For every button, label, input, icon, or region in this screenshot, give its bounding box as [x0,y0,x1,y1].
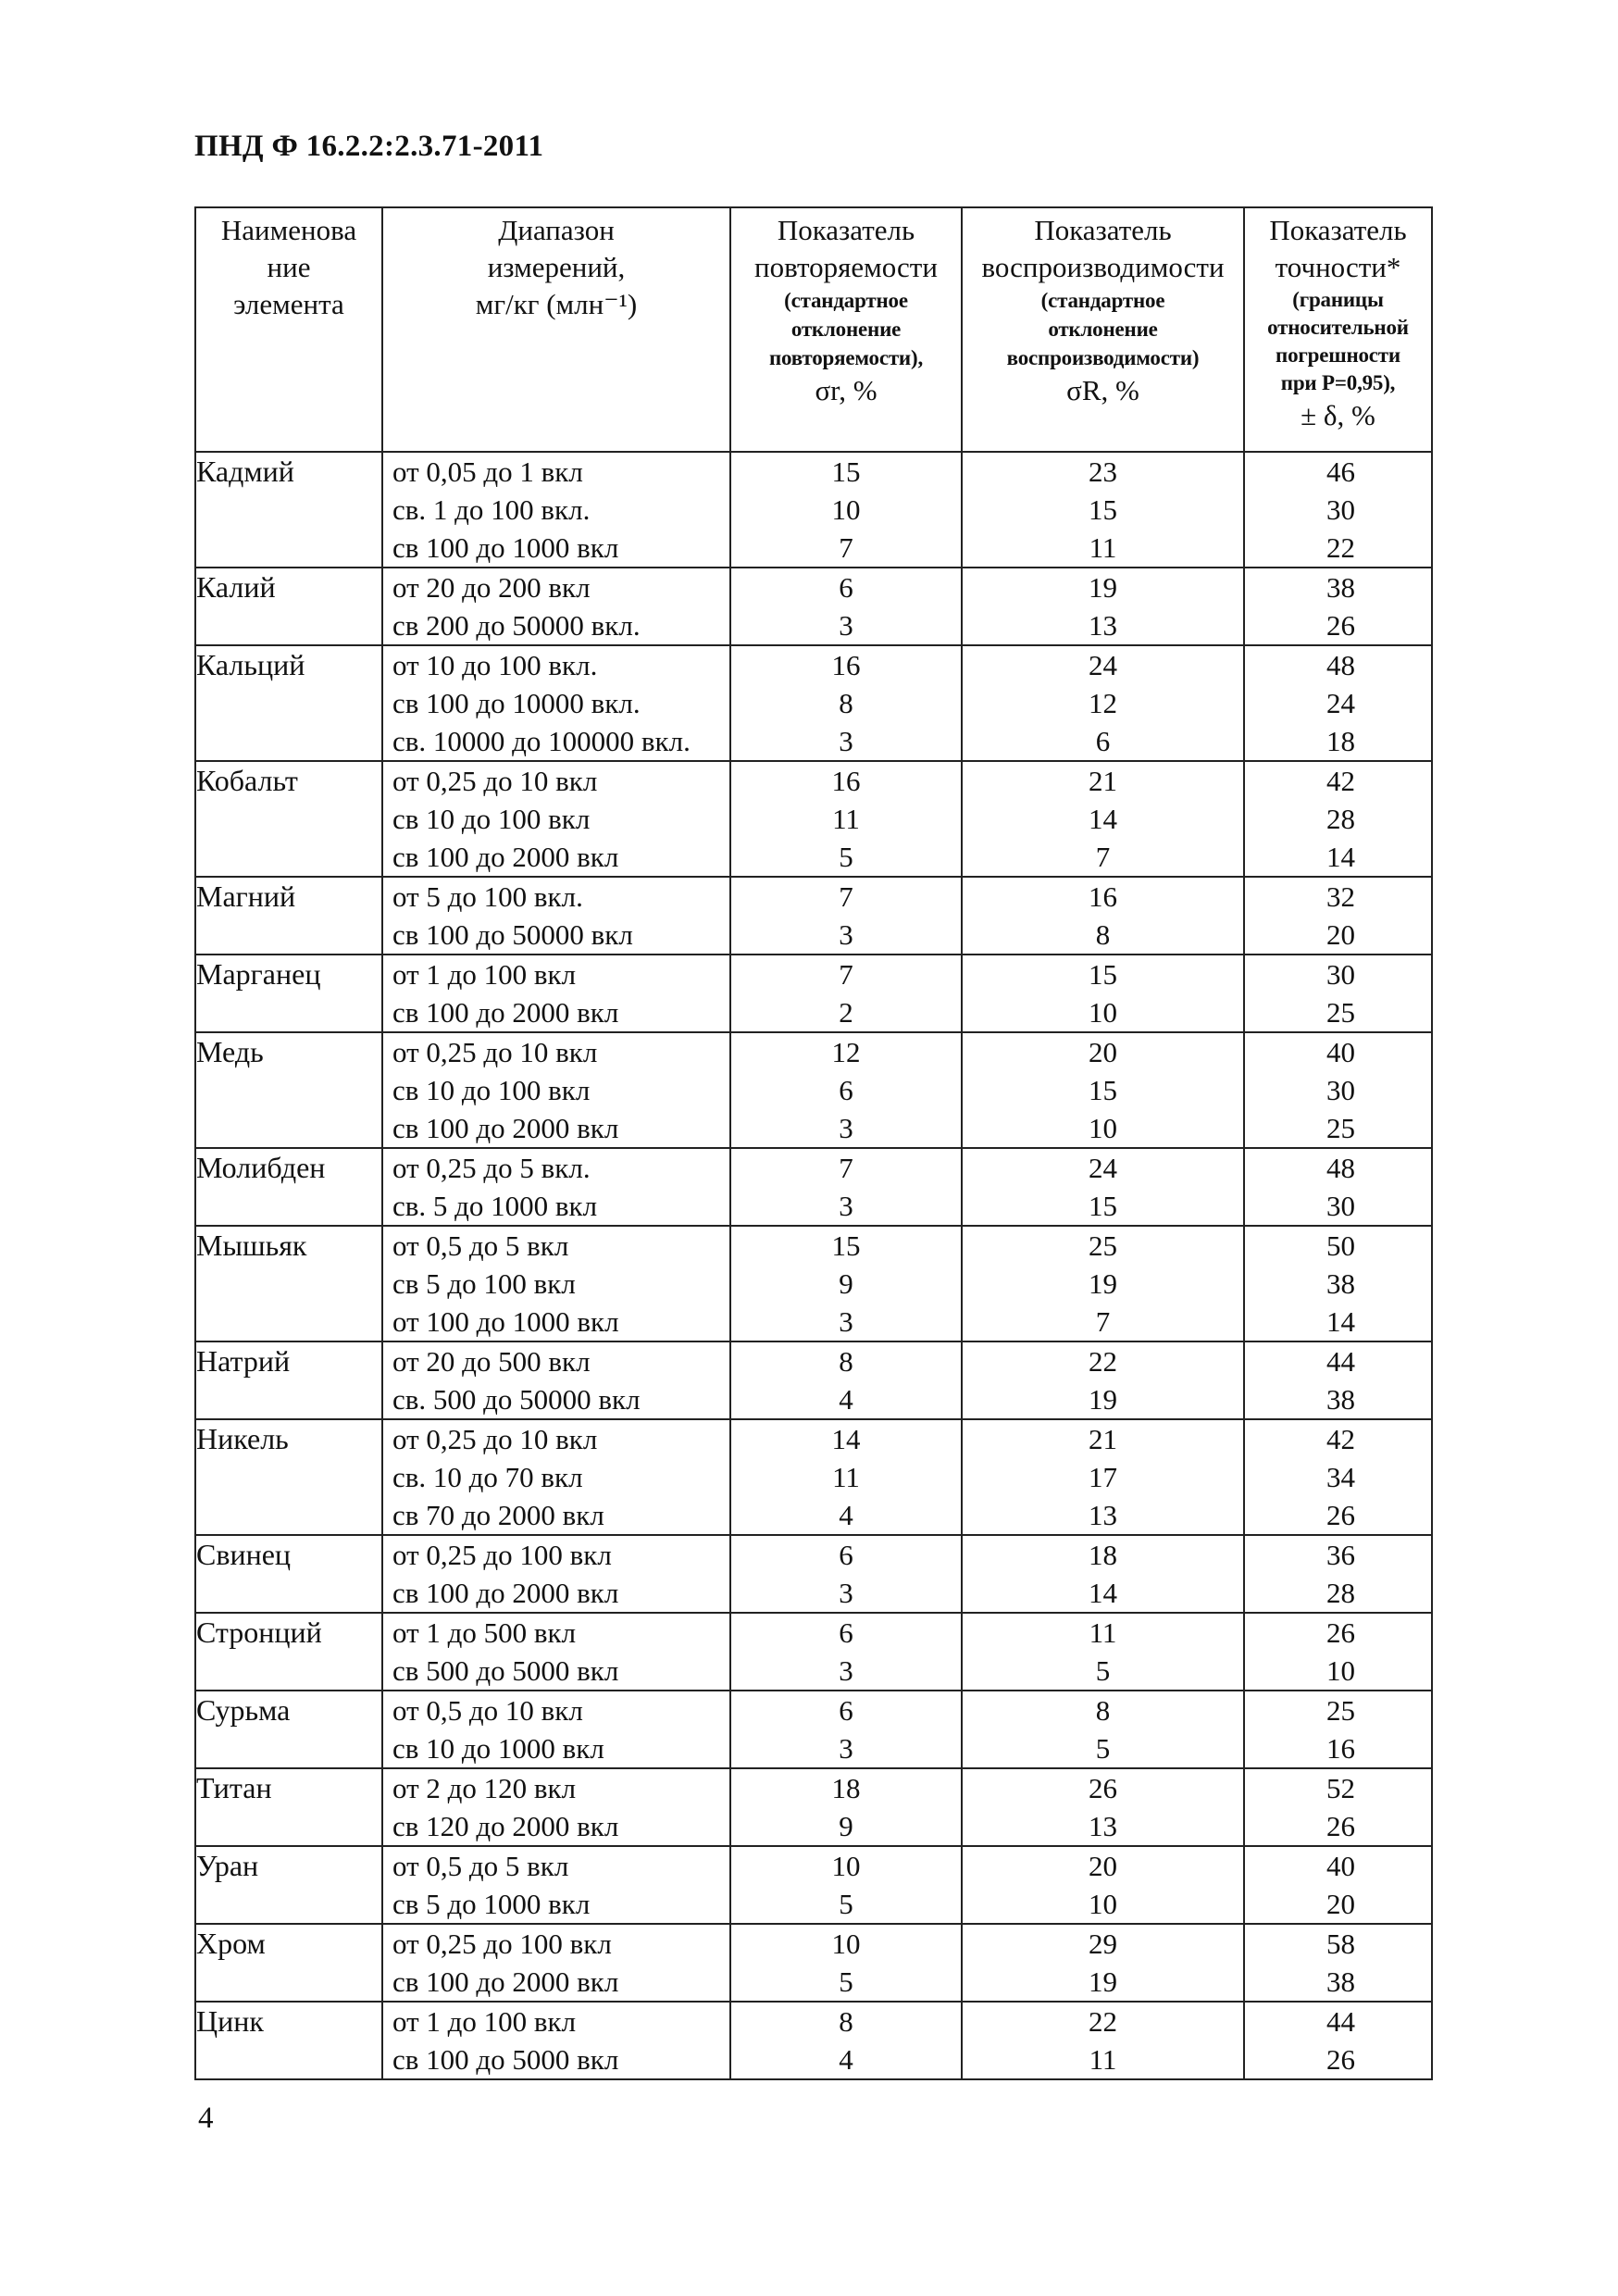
repeatability-value: 6 [839,1539,853,1571]
repeatability-value: 16 [831,649,861,681]
repeatability-value: 3 [839,1654,853,1687]
repeatability-cell [730,1226,962,1341]
accuracy-cell [1244,1032,1432,1148]
repeatability-value: 3 [839,1112,853,1144]
range-value: св 100 до 2000 вкл [392,1577,619,1609]
range-value: от 0,5 до 5 вкл [392,1229,569,1262]
element-name-cell: Медь [195,1032,382,1148]
range-value: от 0,05 до 1 вкл [392,455,583,488]
accuracy-value: 40 [1326,1036,1355,1068]
accuracy-value: 25 [1326,996,1355,1029]
accuracy-value: 20 [1326,1888,1355,1920]
accuracy-value: 38 [1326,1965,1355,1998]
repeatability-cell [730,1032,962,1148]
accuracy-value: 26 [1326,1499,1355,1531]
accuracy-cell [1244,1846,1432,1924]
accuracy-value: 30 [1326,958,1355,991]
range-value: св 5 до 1000 вкл [392,1888,591,1920]
repeatability-value: 16 [831,765,861,797]
reproducibility-cell [962,1613,1244,1691]
accuracy-value: 28 [1326,1577,1355,1609]
table-row [195,1032,1432,1148]
accuracy-value: 48 [1326,1152,1355,1184]
element-name-cell: Уран [195,1846,382,1924]
reproducibility-value: 29 [1089,1928,1117,1960]
range-cell [382,1148,730,1226]
range-value: от 20 до 200 вкл [392,571,591,604]
reproducibility-value: 11 [1089,2043,1117,2076]
reproducibility-value: 24 [1089,1152,1117,1184]
reproducibility-cell [962,1341,1244,1419]
accuracy-value: 26 [1326,609,1355,642]
table-row [195,1613,1432,1691]
accuracy-value: 26 [1326,1810,1355,1842]
accuracy-value: 22 [1326,531,1355,564]
reproducibility-value: 10 [1089,1888,1117,1920]
repeatability-value: 10 [831,1850,861,1882]
repeatability-value: 11 [832,1461,860,1493]
range-cell [382,568,730,645]
table-row [195,1341,1432,1419]
reproducibility-value: 17 [1089,1461,1117,1493]
reproducibility-value: 10 [1089,996,1117,1029]
repeatability-cell [730,645,962,761]
reproducibility-value: 15 [1089,493,1117,526]
accuracy-cell [1244,1613,1432,1691]
range-value: св. 500 до 50000 вкл [392,1383,641,1416]
range-value: от 10 до 100 вкл. [392,649,598,681]
accuracy-value: 10 [1326,1654,1355,1687]
header-element-name-label: Наименова ние элемента [220,214,357,320]
element-name-cell: Цинк [195,2002,382,2079]
reproducibility-value: 14 [1089,1577,1117,1609]
repeatability-value: 10 [831,1928,861,1960]
accuracy-value: 32 [1326,880,1355,913]
accuracy-value: 44 [1326,2005,1355,2038]
reproducibility-value: 13 [1089,1499,1117,1531]
range-cell [382,1226,730,1341]
range-cell [382,1768,730,1846]
reproducibility-value: 5 [1095,1654,1111,1687]
range-value: св 100 до 1000 вкл [392,531,619,564]
reproducibility-value: 21 [1089,1423,1117,1455]
reproducibility-cell [962,452,1244,568]
reproducibility-value: 19 [1089,1267,1117,1300]
range-cell [382,955,730,1032]
reproducibility-cell [962,955,1244,1032]
accuracy-cell [1244,955,1432,1032]
accuracy-value: 38 [1326,1267,1355,1300]
range-value: от 20 до 500 вкл [392,1345,591,1378]
accuracy-cell [1244,1226,1432,1341]
reproducibility-value: 19 [1089,571,1117,604]
accuracy-cell [1244,2002,1432,2079]
repeatability-value: 3 [839,1577,853,1609]
reproducibility-value: 20 [1089,1850,1117,1882]
element-name-cell: Стронций [195,1613,382,1691]
element-name-cell: Кобальт [195,761,382,877]
header-range [382,207,730,452]
range-value: от 5 до 100 вкл. [392,880,583,913]
table-row [195,2002,1432,2079]
accuracy-value: 38 [1326,571,1355,604]
repeatability-value: 6 [839,1694,853,1727]
accuracy-cell [1244,877,1432,955]
reproducibility-value: 14 [1089,803,1117,835]
accuracy-cell [1244,1768,1432,1846]
table-row [195,1535,1432,1613]
accuracy-cell [1244,1148,1432,1226]
table-row [195,1226,1432,1341]
reproducibility-value: 22 [1089,2005,1117,2038]
reproducibility-value: 11 [1089,531,1117,564]
range-value: св 5 до 100 вкл [392,1267,576,1300]
repeatability-value: 6 [839,1616,853,1649]
accuracy-value: 34 [1326,1461,1355,1493]
range-value: св 100 до 2000 вкл [392,1112,619,1144]
repeatability-value: 3 [839,609,853,642]
repeatability-value: 2 [839,996,853,1029]
range-value: от 0,25 до 100 вкл [392,1539,612,1571]
repeatability-value: 4 [839,1499,853,1531]
range-value: св. 10 до 70 вкл [392,1461,583,1493]
range-value: св 500 до 5000 вкл [392,1654,619,1687]
reproducibility-value: 7 [1095,841,1111,873]
element-name-cell: Мышьяк [195,1226,382,1341]
range-value: св. 1 до 100 вкл. [392,493,591,526]
accuracy-value: 30 [1326,493,1355,526]
header-reproducibility-title: Показатель воспроизводимости [981,214,1225,283]
range-value: св 120 до 2000 вкл [392,1810,619,1842]
accuracy-value: 25 [1326,1112,1355,1144]
accuracy-value: 40 [1326,1850,1355,1882]
element-name-cell: Магний [195,877,382,955]
reproducibility-value: 13 [1089,1810,1117,1842]
accuracy-cell [1244,1341,1432,1419]
accuracy-cell [1244,1419,1432,1535]
range-cell [382,761,730,877]
reproducibility-value: 22 [1089,1345,1117,1378]
reproducibility-value: 21 [1089,765,1117,797]
header-accuracy-note: (границы относительной погрешности при P=0,95), [1267,288,1409,394]
reproducibility-value: 8 [1095,1694,1111,1727]
range-cell [382,877,730,955]
repeatability-cell [730,1535,962,1613]
table-row [195,1691,1432,1768]
range-cell [382,1846,730,1924]
repeatability-cell [730,1691,962,1768]
header-accuracy [1244,207,1432,452]
repeatability-value: 6 [839,571,853,604]
element-name-cell: Никель [195,1419,382,1535]
accuracy-cell [1244,1535,1432,1613]
range-value: от 0,25 до 10 вкл [392,1423,598,1455]
table-row [195,452,1432,568]
header-reproducibility-symbol: σR, % [1066,374,1139,406]
reproducibility-value: 15 [1089,1074,1117,1106]
reproducibility-cell [962,1032,1244,1148]
reproducibility-value: 15 [1089,1190,1117,1222]
repeatability-cell [730,877,962,955]
range-value: св 100 до 5000 вкл [392,2043,619,2076]
reproducibility-value: 6 [1095,725,1111,757]
range-value: св 10 до 100 вкл [392,1074,591,1106]
repeatability-value: 4 [839,1383,853,1416]
reproducibility-value: 13 [1089,609,1117,642]
reproducibility-cell [962,1419,1244,1535]
repeatability-value: 7 [839,958,853,991]
range-cell [382,645,730,761]
reproducibility-cell [962,1768,1244,1846]
table-body [195,452,1432,2079]
accuracy-cell [1244,645,1432,761]
reproducibility-value: 11 [1089,1616,1117,1649]
reproducibility-value: 5 [1095,1732,1111,1765]
table-row [195,1846,1432,1924]
accuracy-value: 14 [1326,841,1355,873]
range-value: св 10 до 100 вкл [392,803,591,835]
header-element-name [195,207,382,452]
table-row [195,645,1432,761]
accuracy-value: 50 [1326,1229,1355,1262]
accuracy-value: 20 [1326,918,1355,951]
reproducibility-value: 26 [1089,1772,1117,1804]
accuracy-value: 58 [1326,1928,1355,1960]
repeatability-value: 15 [831,1229,861,1262]
reproducibility-cell [962,1226,1244,1341]
repeatability-value: 10 [831,493,861,526]
accuracy-value: 48 [1326,649,1355,681]
reproducibility-cell [962,761,1244,877]
repeatability-value: 3 [839,1732,853,1765]
range-cell [382,2002,730,2079]
accuracy-value: 38 [1326,1383,1355,1416]
reproducibility-value: 16 [1089,880,1117,913]
reproducibility-cell [962,1148,1244,1226]
accuracy-cell [1244,1691,1432,1768]
repeatability-value: 15 [831,455,861,488]
repeatability-cell [730,568,962,645]
reproducibility-cell [962,2002,1244,2079]
accuracy-value: 16 [1326,1732,1355,1765]
reproducibility-value: 25 [1089,1229,1117,1262]
table-row [195,1768,1432,1846]
reproducibility-value: 23 [1089,455,1117,488]
header-repeatability [730,207,962,452]
range-cell [382,1613,730,1691]
reproducibility-cell [962,645,1244,761]
element-name-cell: Титан [195,1768,382,1846]
header-range-label: Диапазон измерений, мг/кг (млн⁻¹) [475,214,638,320]
range-value: св 10 до 1000 вкл [392,1732,604,1765]
repeatability-value: 7 [839,880,853,913]
repeatability-value: 4 [839,2043,853,2076]
reproducibility-value: 19 [1089,1383,1117,1416]
range-value: св 100 до 2000 вкл [392,996,619,1029]
repeatability-cell [730,1613,962,1691]
header-repeatability-symbol: σr, % [815,374,877,406]
accuracy-value: 30 [1326,1190,1355,1222]
accuracy-cell [1244,761,1432,877]
accuracy-value: 24 [1326,687,1355,719]
element-name-cell: Хром [195,1924,382,2002]
range-value: св 100 до 50000 вкл [392,918,633,951]
range-value: от 0,5 до 10 вкл [392,1694,583,1727]
table-row [195,761,1432,877]
range-value: от 1 до 100 вкл [392,2005,577,2038]
accuracy-value: 44 [1326,1345,1355,1378]
table-row [195,955,1432,1032]
range-cell [382,1032,730,1148]
repeatability-value: 7 [839,531,853,564]
range-value: от 0,25 до 5 вкл. [392,1152,591,1184]
range-value: св 70 до 2000 вкл [392,1499,604,1531]
reproducibility-cell [962,877,1244,955]
range-value: от 0,25 до 100 вкл [392,1928,612,1960]
accuracy-cell [1244,452,1432,568]
table-header-row [195,207,1432,452]
reproducibility-cell [962,1535,1244,1613]
element-name-cell: Сурьма [195,1691,382,1768]
repeatability-value: 9 [839,1267,853,1300]
range-value: св 100 до 10000 вкл. [392,687,641,719]
range-value: св 200 до 50000 вкл. [392,609,641,642]
accuracy-value: 28 [1326,803,1355,835]
repeatability-cell [730,1846,962,1924]
repeatability-cell [730,1768,962,1846]
repeatability-value: 6 [839,1074,853,1106]
accuracy-value: 46 [1326,455,1355,488]
range-value: от 1 до 100 вкл [392,958,577,991]
range-cell [382,1691,730,1768]
range-value: св. 10000 до 100000 вкл. [392,725,691,757]
repeatability-cell [730,452,962,568]
header-reproducibility [962,207,1244,452]
accuracy-value: 52 [1326,1772,1355,1804]
repeatability-value: 3 [839,1190,853,1222]
repeatability-cell [730,2002,962,2079]
reproducibility-value: 10 [1089,1112,1117,1144]
range-value: св 100 до 2000 вкл [392,1965,619,1998]
repeatability-value: 14 [831,1423,861,1455]
range-value: от 0,5 до 5 вкл [392,1850,569,1882]
accuracy-value: 30 [1326,1074,1355,1106]
accuracy-value: 26 [1326,1616,1355,1649]
repeatability-value: 11 [832,803,860,835]
reproducibility-cell [962,568,1244,645]
range-value: от 0,25 до 10 вкл [392,1036,598,1068]
element-name-cell: Натрий [195,1341,382,1419]
repeatability-cell [730,1341,962,1419]
accuracy-value: 18 [1326,725,1355,757]
element-name-cell: Марганец [195,955,382,1032]
reproducibility-value: 19 [1089,1965,1117,1998]
range-value: от 1 до 500 вкл [392,1616,577,1649]
reproducibility-value: 20 [1089,1036,1117,1068]
reproducibility-value: 8 [1095,918,1111,951]
repeatability-value: 3 [839,1305,853,1338]
range-cell [382,1419,730,1535]
repeatability-value: 3 [839,725,853,757]
accuracy-value: 36 [1326,1539,1355,1571]
table-row [195,1148,1432,1226]
repeatability-value: 18 [831,1772,861,1804]
reproducibility-value: 18 [1089,1539,1117,1571]
table-row [195,1924,1432,2002]
repeatability-value: 5 [839,1965,853,1998]
reproducibility-value: 24 [1089,649,1117,681]
range-value: от 2 до 120 вкл [392,1772,577,1804]
repeatability-value: 8 [839,1345,853,1378]
header-accuracy-title: Показатель точности* [1269,214,1407,283]
repeatability-value: 9 [839,1810,853,1842]
page-number: 4 [198,2102,214,2135]
repeatability-value: 8 [839,2005,853,2038]
accuracy-value: 14 [1326,1305,1355,1338]
measurement-table [194,206,1433,2080]
header-reproducibility-note: (стандартное отклонение воспроизводимости) [1006,289,1200,369]
repeatability-value: 5 [839,1888,853,1920]
repeatability-value: 12 [831,1036,861,1068]
table-row [195,568,1432,645]
element-name-cell: Кальций [195,645,382,761]
accuracy-cell [1244,1924,1432,2002]
accuracy-value: 42 [1326,1423,1355,1455]
reproducibility-value: 12 [1089,687,1117,719]
repeatability-value: 3 [839,918,853,951]
repeatability-value: 8 [839,687,853,719]
reproducibility-value: 7 [1095,1305,1111,1338]
range-value: св. 5 до 1000 вкл [392,1190,598,1222]
accuracy-value: 26 [1326,2043,1355,2076]
accuracy-value: 25 [1326,1694,1355,1727]
table-row [195,1419,1432,1535]
repeatability-cell [730,1419,962,1535]
range-cell [382,1341,730,1419]
reproducibility-cell [962,1924,1244,2002]
header-repeatability-note: (стандартное отклонение повторяемости), [769,289,923,369]
element-name-cell: Молибден [195,1148,382,1226]
range-cell [382,1924,730,2002]
repeatability-cell [730,1924,962,2002]
element-name-cell: Кадмий [195,452,382,568]
range-value: св 100 до 2000 вкл [392,841,619,873]
header-repeatability-title: Показатель повторяемости [754,214,938,283]
table-row [195,877,1432,955]
repeatability-cell [730,955,962,1032]
reproducibility-value: 15 [1089,958,1117,991]
element-name-cell: Свинец [195,1535,382,1613]
range-cell [382,452,730,568]
header-accuracy-symbol: ± δ, % [1301,399,1375,431]
repeatability-value: 7 [839,1152,853,1184]
element-name-cell: Калий [195,568,382,645]
repeatability-cell [730,1148,962,1226]
range-value: от 100 до 1000 вкл [392,1305,619,1338]
range-cell [382,1535,730,1613]
repeatability-value: 5 [839,841,853,873]
accuracy-value: 42 [1326,765,1355,797]
reproducibility-cell [962,1691,1244,1768]
reproducibility-cell [962,1846,1244,1924]
accuracy-cell [1244,568,1432,645]
repeatability-cell [730,761,962,877]
document-header: ПНД Ф 16.2.2:2.3.71-2011 [194,130,544,163]
range-value: от 0,25 до 10 вкл [392,765,598,797]
